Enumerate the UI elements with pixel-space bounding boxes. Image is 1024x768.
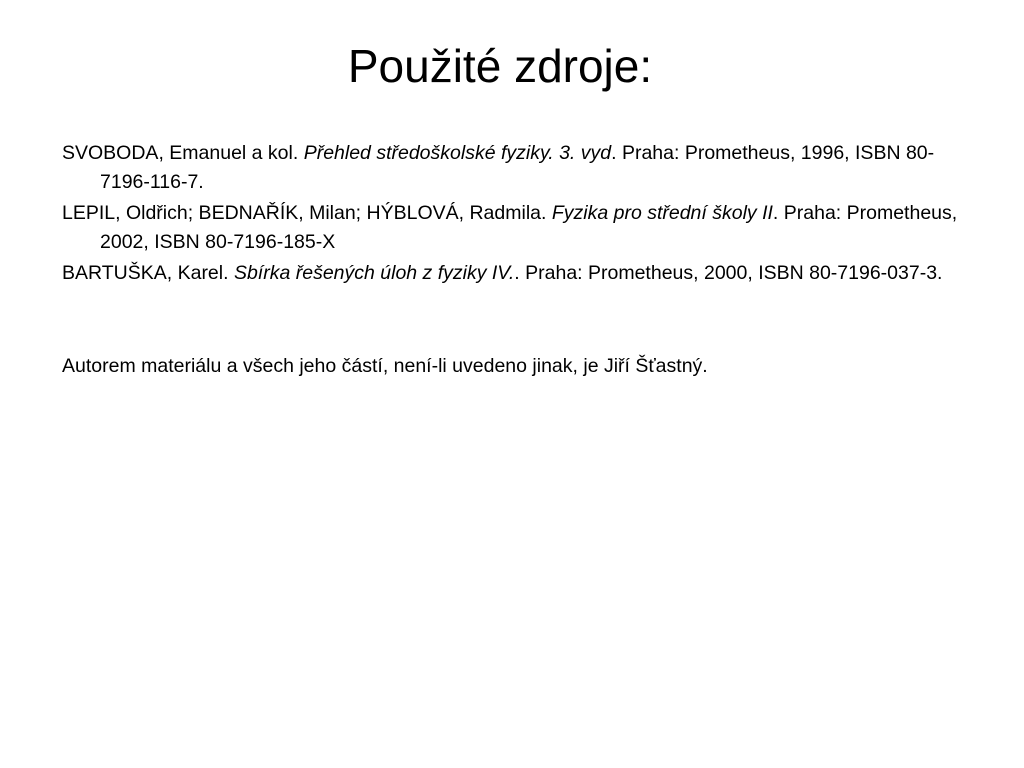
author-note: Autorem materiálu a všech jeho částí, není-li uvedeno jinak, je Jiří Šťastný. [62,355,708,377]
reference-authors: BARTUŠKA, Karel. [62,262,234,284]
reference-item [62,139,962,197]
reference-publication: . Praha: Prometheus, 2000, ISBN 80-7196-037-3. [514,262,943,284]
reference-item [62,259,962,288]
reference-publication: . Praha: Prometheus, 1996, ISBN 80-7196-116-7. [100,142,935,193]
reference-authors: LEPIL, Oldřich; BEDNAŘÍK, Milan; HÝBLOVÁ, Radmila. [62,202,552,224]
slide-title: Použité zdroje: [347,40,653,92]
reference-work-title: Přehled středoškolské fyziky. 3. vyd [303,142,612,164]
reference-item [62,199,962,257]
reference-publication: . Praha: Prometheus, 2002, ISBN 80-7196-185-X [100,202,958,253]
reference-work-title: Fyzika pro střední školy II [551,202,773,224]
reference-work-title: Sbírka řešených úloh z fyziky IV. [233,262,515,284]
reference-authors: SVOBODA, Emanuel a kol. [62,142,304,164]
reference-list [62,139,962,290]
